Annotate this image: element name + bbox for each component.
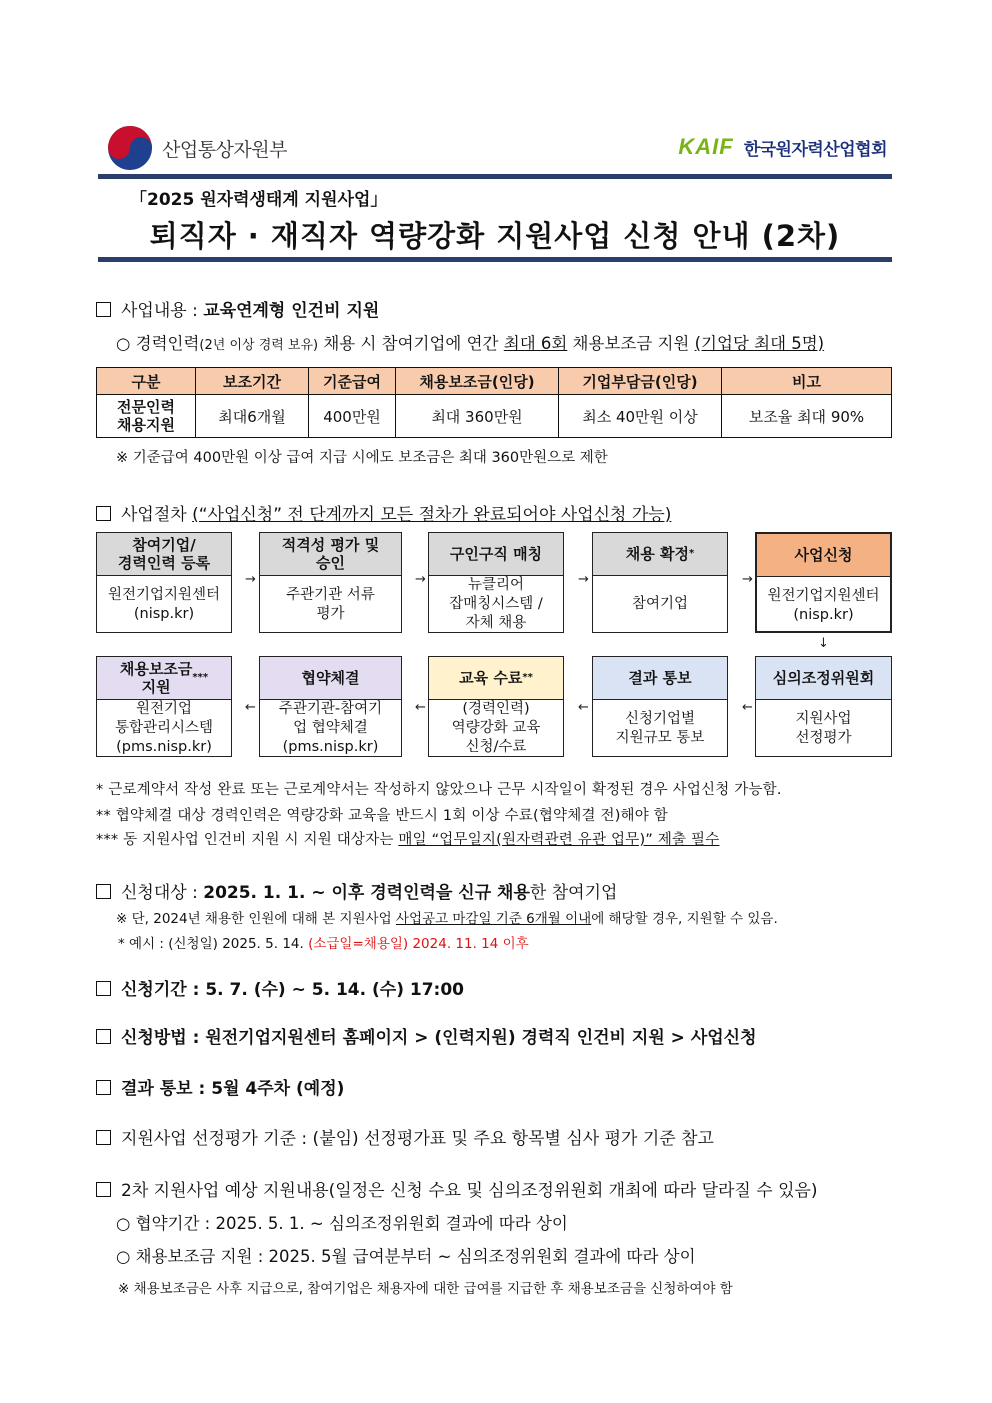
- second-round-section: 2차 지원사업 예상 지원내용(일정은 신청 수요 및 심의조정위원회 개최에 따라 달라질 수 있음): [96, 1176, 818, 1201]
- arrow-down-icon: ↓: [818, 636, 829, 651]
- table-header-row: [97, 368, 892, 395]
- step-head: 채용 확정 *: [593, 533, 727, 576]
- checkbox-square-icon: [96, 506, 111, 521]
- step-body: 원전기업지원센터 (nisp.kr): [107, 586, 221, 622]
- step-head: 결과 통보: [593, 657, 727, 700]
- business-value: 교육연계형 인건비 지원: [203, 301, 380, 321]
- table-header: 비고: [722, 368, 892, 395]
- support-table: [96, 367, 892, 438]
- step-matching: [428, 532, 564, 633]
- step-body: 원전기업 통합관리시스템 (pms.nisp.kr): [114, 701, 214, 755]
- step-head: 교육 수료 **: [429, 657, 563, 700]
- step-body: 참여기업: [631, 596, 689, 612]
- second-round-item-2: ○ 채용보조금 지원 : 2025. 5월 급여분부터 ~ 심의조정위원회 결과에 따라 상이: [116, 1247, 696, 1266]
- step-application: [755, 532, 892, 633]
- criteria-section: 지원사업 선정평가 기준 : (붙임) 선정평가표 및 주요 항목별 심사 평가 기준 참고: [96, 1124, 714, 1149]
- step-head: 구인구직 매칭: [429, 533, 563, 576]
- taegeuk-emblem-icon: [108, 126, 152, 170]
- step-head: 참여기업/ 경력인력 등록: [97, 533, 231, 576]
- procedure-section: 사업절차 (“사업신청” 전 단계까지 모든 절차가 완료되어야 사업신청 가능): [96, 500, 671, 525]
- table-cell: 400만원: [309, 395, 396, 438]
- arrow-right-icon: →: [742, 572, 753, 587]
- table-note: ※ 기준급여 400만원 이상 급여 지급 시에도 보조금은 최대 360만원으로 제한: [116, 450, 608, 466]
- table-cell: 최소 40만원 이상: [559, 395, 722, 438]
- kaif-logo: KAIF: [678, 134, 734, 159]
- step-subsidy: [96, 656, 232, 757]
- step-result-notice: [592, 656, 728, 757]
- step-body: 주관기관 서류 평가: [286, 586, 375, 622]
- table-header: 구분: [97, 368, 196, 395]
- table-cell: 보조율 최대 90%: [722, 395, 892, 438]
- footnote-3: *** 동 지원사업 인건비 지원 시 지원 대상자는 매일 “업무일지(원자력관련 유관 업무)” 제출 필수: [96, 832, 720, 848]
- target-note-2: * 예시 : (신청일) 2025. 5. 14. (소급일=채용일) 2024. 11. 14 이후: [118, 936, 529, 952]
- step-body: 지원사업 선정평가: [795, 710, 852, 746]
- checkbox-square-icon: [96, 1080, 111, 1095]
- step-head: 적격성 평가 및 승인: [260, 533, 401, 576]
- ministry-logo: [108, 126, 287, 170]
- arrow-right-icon: →: [415, 572, 426, 587]
- checkbox-square-icon: [96, 1029, 111, 1044]
- target-section: 신청대상 : 2025. 1. 1. ~ 이후 경력인력을 신규 채용한 참여기업: [96, 878, 617, 903]
- footnote-2: ** 협약체결 대상 경력인력은 역량강화 교육을 반드시 1회 이상 수료(협약체결 전)해야 함: [96, 808, 668, 824]
- step-head: 심의조정위원회: [756, 657, 891, 700]
- page-title: 퇴직자 · 재직자 역량강화 지원사업 신청 안내 (2차): [149, 219, 841, 253]
- table-header: 채용보조금(인당): [396, 368, 559, 395]
- arrow-left-icon: ←: [245, 700, 256, 715]
- step-hire-confirm: [592, 532, 728, 633]
- result-section: 결과 통보 : 5월 4주차 (예정): [96, 1074, 344, 1099]
- table-header: 기업부담금(인당): [559, 368, 722, 395]
- program-subtitle: 「2025 원자력생태계 지원사업」: [130, 190, 388, 210]
- business-section: 사업내용 : 교육연계형 인건비 지원: [96, 296, 379, 321]
- checkbox-square-icon: [96, 884, 111, 899]
- table-row-label: 전문인력 채용지원: [97, 395, 196, 438]
- step-body: 원전기업지원센터 (nisp.kr): [767, 587, 880, 623]
- second-round-note: ※ 채용보조금은 사후 지급으로, 참여기업은 채용자에 대한 급여를 지급한 후 채용보조금을 신청하여야 함: [118, 1281, 733, 1297]
- step-head: 채용보조금 지원 ***: [97, 657, 231, 700]
- ministry-name: 산업통상자원부: [162, 138, 287, 161]
- arrow-left-icon: ←: [415, 700, 426, 715]
- checkbox-square-icon: [96, 981, 111, 996]
- table-header: 보조기간: [196, 368, 309, 395]
- table-header: 기준급여: [309, 368, 396, 395]
- step-head: 사업신청: [757, 534, 890, 577]
- arrow-right-icon: →: [578, 572, 589, 587]
- arrow-right-icon: →: [245, 572, 256, 587]
- top-divider: [98, 174, 892, 179]
- target-note-1: ※ 단, 2024년 채용한 인원에 대해 본 지원사업 사업공고 마감일 기준 6개월 이내에 해당할 경우, 지원할 수 있음.: [116, 911, 778, 927]
- association-name: 한국원자력산업협회: [743, 139, 887, 160]
- table-cell: 최대 360만원: [396, 395, 559, 438]
- business-detail: ○ 경력인력(2년 이상 경력 보유) 채용 시 참여기업에 연간 최대 6회 채용보조금 지원 (기업당 최대 5명): [116, 334, 825, 353]
- table-row: [97, 395, 892, 438]
- step-body: (경력인력) 역량강화 교육 신청/수료: [451, 701, 541, 755]
- checkbox-square-icon: [96, 302, 111, 317]
- association-logo: [678, 134, 887, 160]
- arrow-left-icon: ←: [578, 700, 589, 715]
- table-cell: 최대6개월: [196, 395, 309, 438]
- footnote-1: * 근로계약서 작성 완료 또는 근로계약서는 작성하지 않았으나 근무 시작일이 확정된 경우 사업신청 가능함.: [96, 782, 782, 798]
- step-eligibility: [259, 532, 402, 633]
- step-body: 신청기업별 지원규모 통보: [615, 710, 705, 746]
- second-round-item-1: ○ 협약기간 : 2025. 5. 1. ~ 심의조정위원회 결과에 따라 상이: [116, 1214, 568, 1233]
- arrow-left-icon: ←: [742, 700, 753, 715]
- step-agreement: [259, 656, 402, 757]
- step-education: [428, 656, 564, 757]
- checkbox-square-icon: [96, 1130, 111, 1145]
- step-head: 협약체결: [260, 657, 401, 700]
- method-section: 신청방법 : 원전기업지원센터 홈페이지 > (인력지원) 경력직 인건비 지원 > 사업신청: [96, 1023, 757, 1048]
- title-divider: [98, 257, 892, 262]
- step-registration: [96, 532, 232, 633]
- period-section: 신청기간 : 5. 7. (수) ~ 5. 14. (수) 17:00: [96, 975, 464, 1000]
- step-body: 뉴클리어 잡매칭시스템 / 자체 채용: [449, 577, 543, 631]
- step-review-committee: [755, 656, 892, 757]
- checkbox-square-icon: [96, 1182, 111, 1197]
- step-body: 주관기관-참여기 업 협약체결 (pms.nisp.kr): [278, 701, 383, 755]
